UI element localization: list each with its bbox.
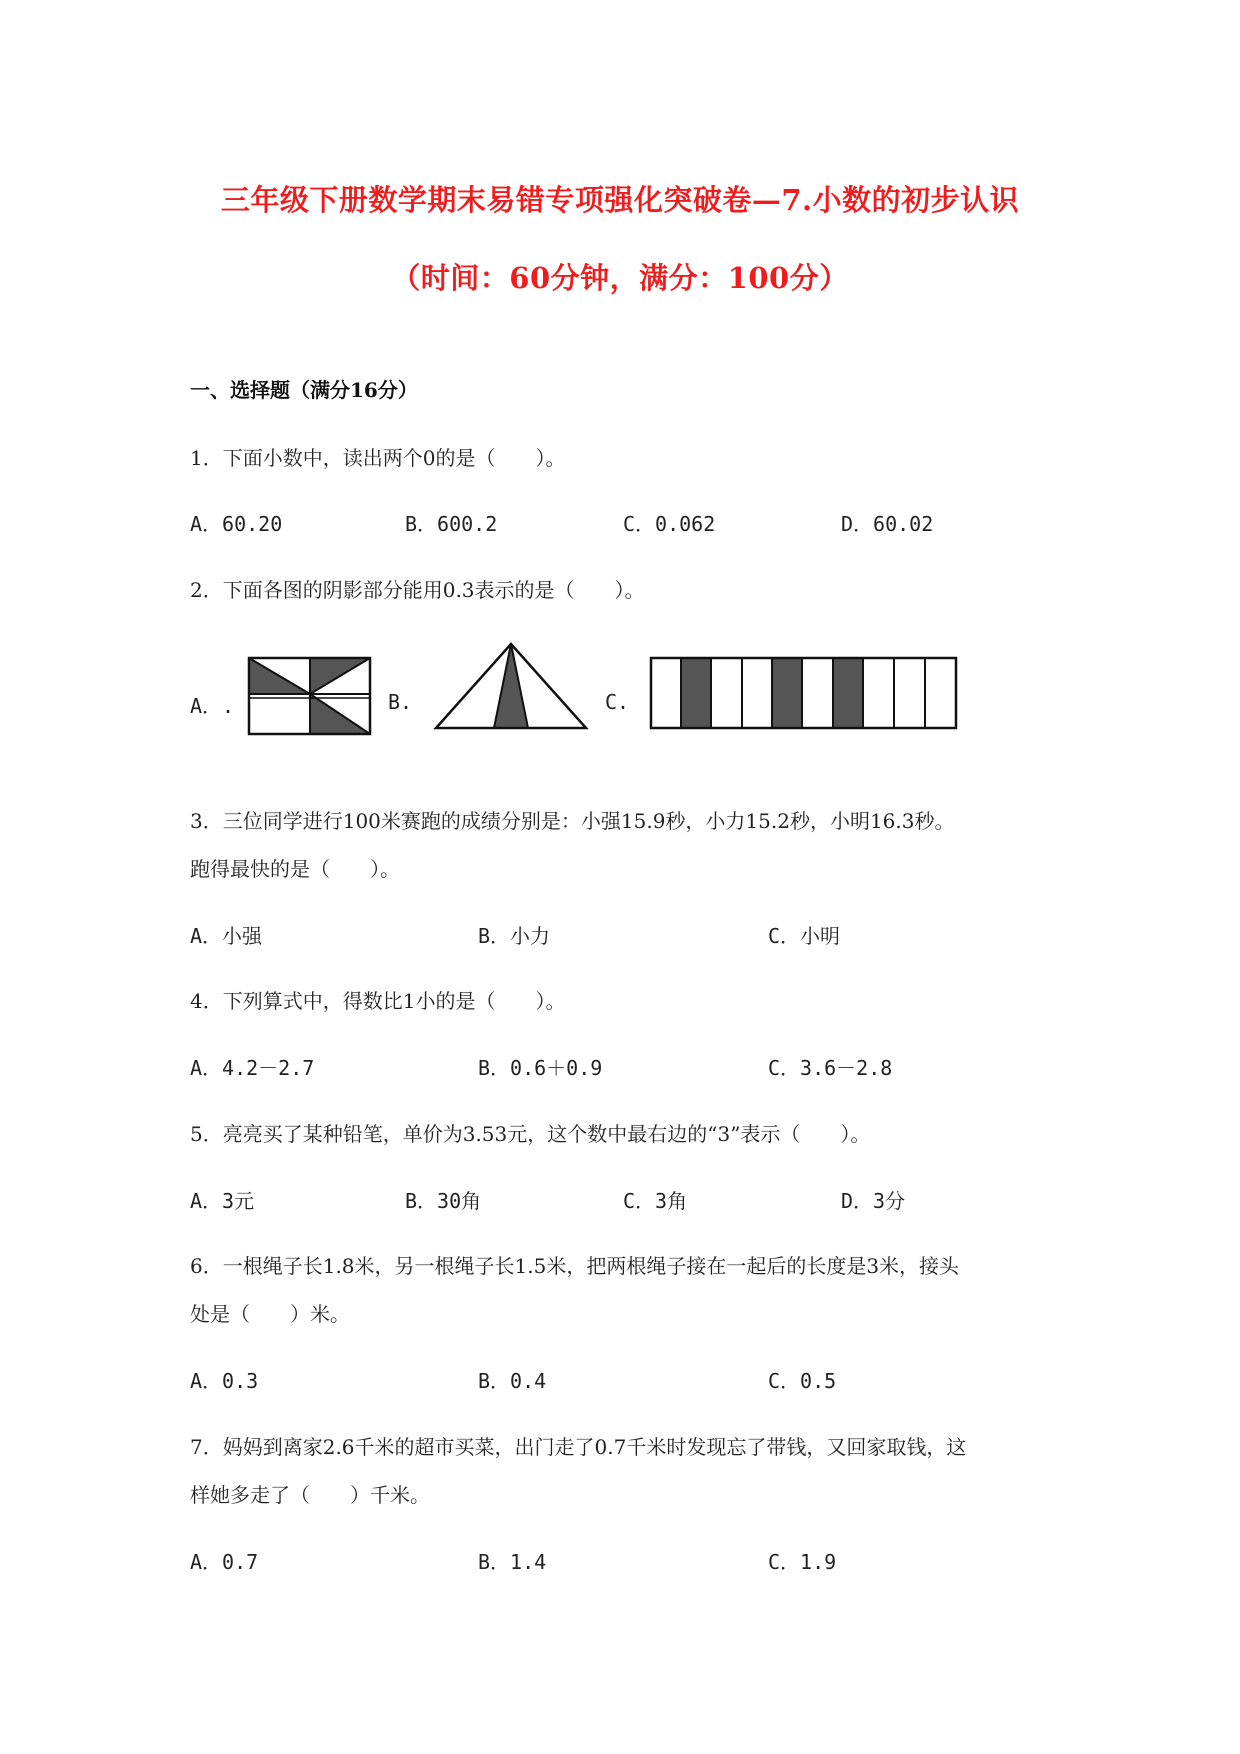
q1-option-a: A．60.20 (190, 512, 283, 536)
q1-option-c: C．0.062 (623, 512, 716, 536)
question-3-line-2: 跑得最快的是（ ）。 (190, 857, 400, 881)
page-subtitle: （时间：60分钟，满分：100分） (391, 261, 849, 295)
q3-option-b: B．小力 (478, 924, 551, 948)
figure-a-rectangle (246, 655, 373, 737)
question-3-line-1: 3．三位同学进行100米赛跑的成绩分别是：小强15.9秒，小力15.2秒，小明16.3秒。 (190, 809, 955, 833)
q6-option-c: C．0.5 (768, 1369, 837, 1393)
question-1: 1．下面小数中，读出两个0的是（ ）。 (190, 446, 566, 470)
q1-option-b: B．600.2 (405, 512, 498, 536)
q7-option-c: C．1.9 (768, 1550, 837, 1574)
q4-option-b: B．0.6＋0.9 (478, 1056, 603, 1080)
q7-option-b: B．1.4 (478, 1550, 547, 1574)
figure-b-triangle (432, 640, 590, 732)
q4-option-a: A．4.2－2.7 (190, 1056, 315, 1080)
q3-option-c: C．小明 (768, 924, 841, 948)
q2-option-c: C. (605, 690, 630, 714)
q1-option-d: D．60.02 (841, 512, 934, 536)
q2-option-a: A．. (190, 694, 235, 718)
question-6-line-1: 6．一根绳子长1.8米，另一根绳子长1.5米，把两根绳子接在一起后的长度是3米，接头 (190, 1254, 960, 1278)
q4-option-c: C．3.6－2.8 (768, 1056, 893, 1080)
page-title: 三年级下册数学期末易错专项强化突破卷—7.小数的初步认识 (220, 183, 1020, 217)
question-2: 2．下面各图的阴影部分能用0.3表示的是（ ）。 (190, 578, 645, 602)
q6-option-b: B．0.4 (478, 1369, 547, 1393)
section-heading: 一、选择题（满分16分） (190, 378, 418, 402)
question-7-line-2: 样她多走了（ ）千米。 (190, 1483, 430, 1507)
q2-option-b: B. (388, 690, 413, 714)
question-6-line-2: 处是（ ）米。 (190, 1302, 350, 1326)
question-7-line-1: 7．妈妈到离家2.6千米的超市买菜，出门走了0.7千米时发现忘了带钱，又回家取钱，这 (190, 1435, 967, 1459)
q5-option-a: A．3元 (190, 1189, 255, 1213)
q3-option-a: A．小强 (190, 924, 263, 948)
q5-option-d: D．3分 (841, 1189, 906, 1213)
question-5: 5．亮亮买了某种铅笔，单价为3.53元，这个数中最右边的“3”表示（ ）。 (190, 1122, 871, 1146)
q5-option-b: B．30角 (405, 1189, 482, 1213)
q5-option-c: C．3角 (623, 1189, 688, 1213)
figure-c-strip (648, 655, 960, 731)
q6-option-a: A．0.3 (190, 1369, 259, 1393)
question-4: 4．下列算式中，得数比1小的是（ ）。 (190, 989, 566, 1013)
q7-option-a: A．0.7 (190, 1550, 259, 1574)
